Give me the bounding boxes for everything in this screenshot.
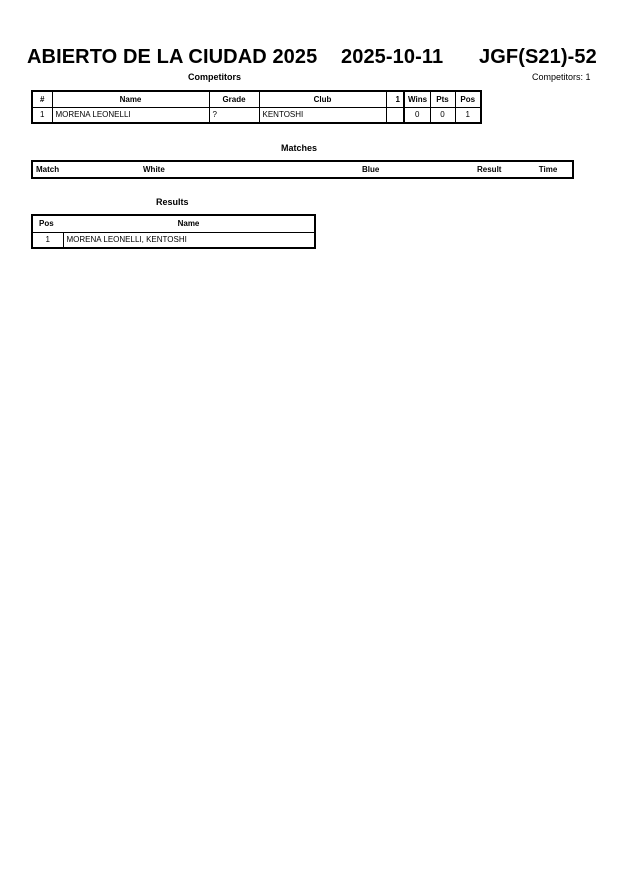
event-date: 2025-10-11 <box>341 46 444 68</box>
col-result-pos: Pos <box>32 215 63 232</box>
results-table <box>31 214 316 249</box>
cell-name: MORENA LEONELLI <box>52 107 209 123</box>
cell-wins: 0 <box>404 107 430 123</box>
col-blue: Blue <box>314 161 474 178</box>
col-match: Match <box>32 161 94 178</box>
competitors-count: Competitors: 1 <box>532 72 591 82</box>
col-club: Club <box>259 91 386 107</box>
col-grade: Grade <box>209 91 259 107</box>
cell-self-match <box>386 107 404 123</box>
cell-result-pos: 1 <box>32 232 63 248</box>
col-time: Time <box>524 161 573 178</box>
matches-title: Matches <box>281 143 318 153</box>
results-header-row <box>32 215 315 232</box>
col-pts: Pts <box>430 91 455 107</box>
cell-pts: 0 <box>430 107 455 123</box>
event-title: ABIERTO DE LA CIUDAD 2025 <box>27 46 318 68</box>
competitors-title: Competitors <box>188 72 242 82</box>
competitors-table <box>31 90 482 124</box>
col-pos: Pos <box>455 91 481 107</box>
matches-table <box>31 160 574 179</box>
category-code: JGF(S21)-52 <box>479 46 597 68</box>
table-row <box>32 232 315 248</box>
col-white: White <box>94 161 314 178</box>
matches-header-row <box>32 161 573 178</box>
results-title: Results <box>156 197 189 207</box>
col-result-name: Name <box>63 215 315 232</box>
cell-result-name: MORENA LEONELLI, KENTOSHI <box>63 232 315 248</box>
col-number: # <box>32 91 52 107</box>
cell-grade: ? <box>209 107 259 123</box>
cell-club: KENTOSHI <box>259 107 386 123</box>
col-name: Name <box>52 91 209 107</box>
competitors-header-row <box>32 91 481 107</box>
cell-number: 1 <box>32 107 52 123</box>
cell-pos: 1 <box>455 107 481 123</box>
col-wins: Wins <box>404 91 430 107</box>
col-opponent-1: 1 <box>386 91 404 107</box>
table-row <box>32 107 481 123</box>
col-result: Result <box>474 161 524 178</box>
